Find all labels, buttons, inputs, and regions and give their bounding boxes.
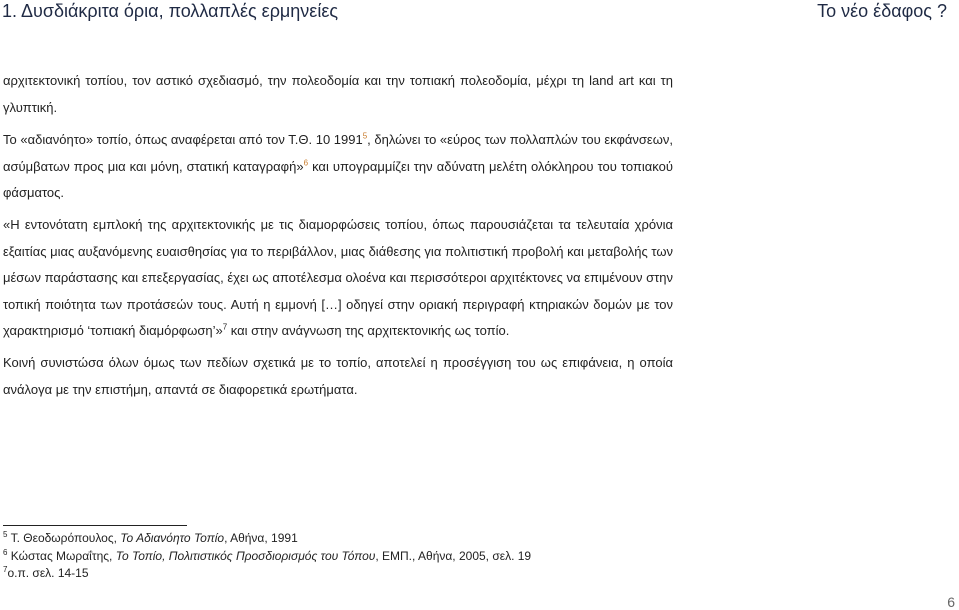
paragraph-2 xyxy=(3,127,673,207)
footnote-5 xyxy=(3,530,298,546)
paragraph-3-quote xyxy=(3,212,673,345)
paragraph-4: Κοινή συνιστώσα όλων όμως των πεδίων σχετικά με το τοπίο, αποτελεί η προσέγγιση του ως επιφάνεια, η οποία ανάλογα με την επιστήμη, απαντά σε διαφορετικά ερωτήματα. xyxy=(3,355,673,397)
footnote-separator xyxy=(3,525,187,526)
footnote-text: Τ. Θεοδωρόπουλος, xyxy=(10,531,121,545)
footnote-text: Κώστας Μωραΐτης, xyxy=(10,549,116,563)
chapter-title: 1. Δυσδιάκριτα όρια, πολλαπλές ερμηνείες xyxy=(2,1,339,21)
paragraph-1: αρχιτεκτονική τοπίου, τον αστικό σχεδιασμό, την πολεοδομία και την τοπιακή πολεοδομία, μέχρι τη land art και τη γλυπτική. xyxy=(3,73,673,115)
footnote-number: 7 xyxy=(3,565,8,574)
footnote-title: Το Αδιανόητο Τοπίο xyxy=(120,531,225,545)
footnote-text: ο.π. σελ. 14-15 xyxy=(7,566,89,580)
section-title: Το νέο έδαφος ? xyxy=(817,1,947,21)
page-header xyxy=(0,0,959,30)
paragraph-2-text-b: , δηλώνει το «εύρος των πολλαπλών του εκφάνσεων, ασύμβατων προς μια και μόνη, στατική καταγραφή» xyxy=(3,132,673,174)
footnote-ref-7[interactable]: 7 xyxy=(222,322,228,332)
footnote-text: , Αθήνα, 1991 xyxy=(224,531,298,545)
paragraph-3-text-b: και στην ανάγνωση της αρχιτεκτονικής ως τοπίο. xyxy=(227,323,510,338)
footnote-number: 6 xyxy=(3,548,8,557)
paragraph-3-text-a: «Η εντονότατη εμπλοκή της αρχιτεκτονικής με τις διαμορφώσεις τοπίου, όπως παρουσιάζεται τα τελευταία χρόνια εξαιτίας μιας αυξανόμενης ευαισθησίας για το περιβάλλον, μιας διάθεσης για πολιτιστική προβολή και μεταβολής των μέσων παράστασης και επεξεργασίας, έχει ως αποτέλεσμα ολοένα και περισσότεροι αρχιτέκτονες να επιμένουν στην τοπική ποιότητα των προτάσεών τους. Αυτή η εμμονή […] οδηγεί στην οριακή περιγραφή κτηριακών δομών με τον χαρακτηρισμό ‘τοπιακή διαμόρφωση’» xyxy=(3,217,673,338)
page-number: 6 xyxy=(947,594,955,610)
footnote-ref-5[interactable]: 5 xyxy=(362,131,368,141)
footnote-number: 5 xyxy=(3,530,8,539)
footnote-text: , ΕΜΠ., Αθήνα, 2005, σελ. 19 xyxy=(375,549,532,563)
footnote-title: Το Τοπίο, Πολιτιστικός Προσδιορισμός του Τόπου xyxy=(115,549,376,563)
footnote-6 xyxy=(3,548,531,564)
paragraph-2-text-c: και υπογραμμίζει την αδύνατη μελέτη ολόκληρου του τοπιακού φάσματος. xyxy=(3,158,673,200)
footnote-7 xyxy=(3,565,89,581)
footnote-ref-6[interactable]: 6 xyxy=(303,158,309,168)
paragraph-2-text-a: Το «αδιανόητο» τοπίο, όπως αναφέρεται από τον Τ.Θ. 10 1991 xyxy=(3,132,363,147)
